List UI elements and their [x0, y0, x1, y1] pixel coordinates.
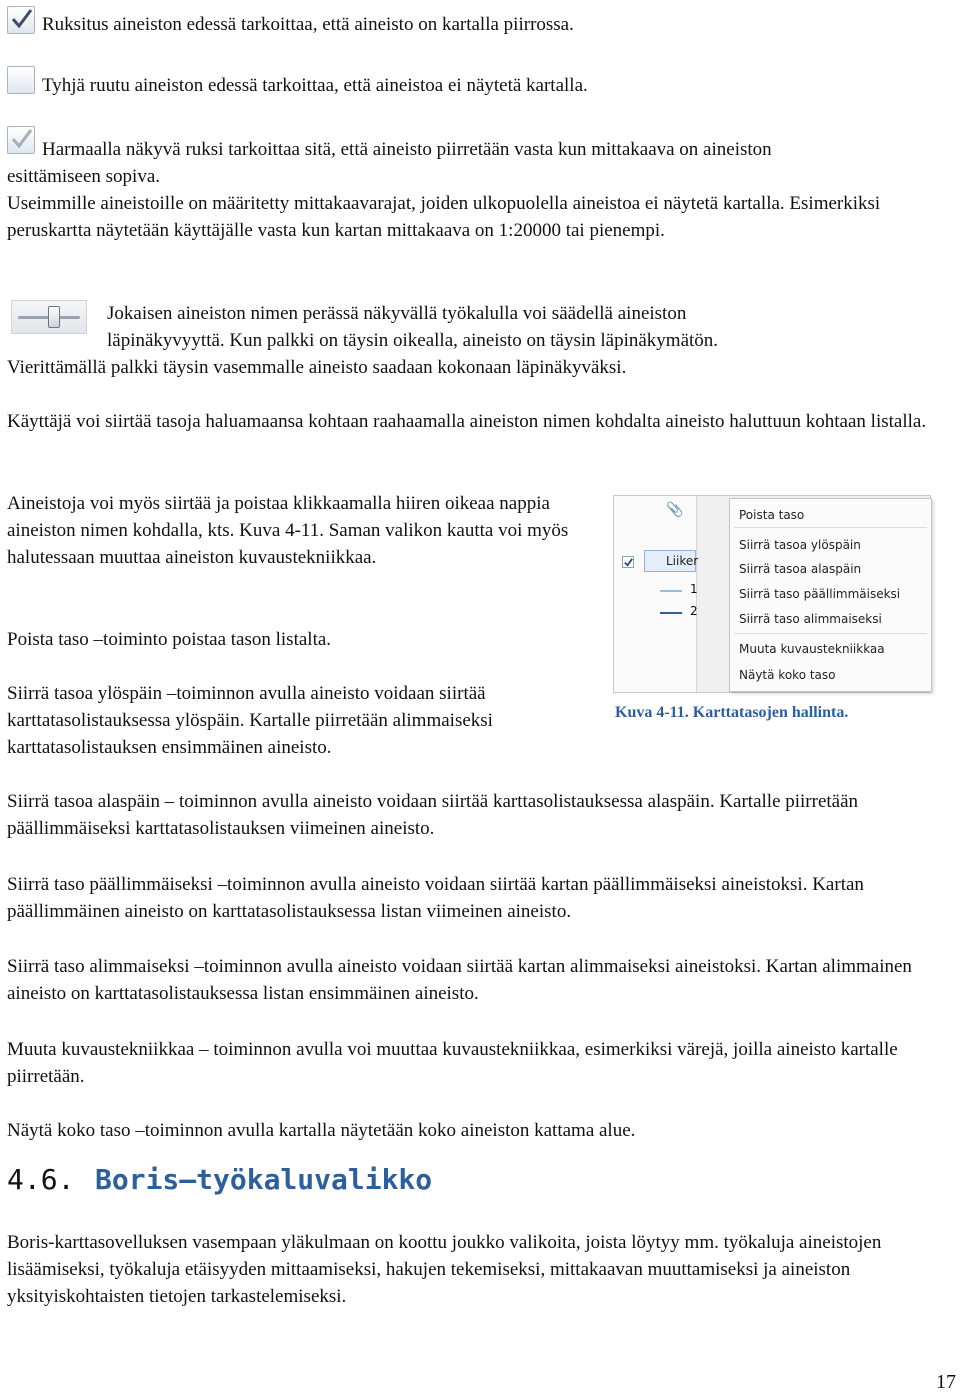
- attachment-icon: 📎: [666, 503, 684, 518]
- empty-description: Tyhjä ruutu aineiston edessä tarkoittaa, että aineistoa ei näytetä kartalla.: [42, 75, 588, 96]
- legend-label-1: 1: [690, 582, 698, 596]
- checked-checkbox-icon: [7, 6, 35, 34]
- opacity-slider-icon: [11, 300, 87, 334]
- section-heading: [7, 1163, 433, 1196]
- page-number: 17: [936, 1371, 956, 1393]
- menu-move-up[interactable]: Siirrä tasoa ylöspäin: [739, 538, 861, 552]
- legend-line-1: [660, 590, 682, 592]
- remove-paragraph: Poista taso –toiminto poistaa tason listalta.: [7, 629, 332, 650]
- menu-zoom-to-layer[interactable]: Näytä koko taso: [739, 668, 836, 682]
- layer-name: Liiker: [666, 554, 699, 568]
- section-title: Boris–työkaluvalikko: [95, 1163, 433, 1196]
- layer-checkbox: [622, 556, 634, 568]
- layer-list-panel: [614, 496, 697, 692]
- menu-separator: [734, 633, 927, 634]
- menu-move-top[interactable]: Siirrä taso päällimmäiseksi: [739, 587, 901, 601]
- menu-separator: [734, 527, 927, 528]
- context-menu-figure: [613, 495, 931, 693]
- grey-checkbox-icon: [7, 126, 35, 154]
- drag-paragraph: Käyttäjä voi siirtää tasoja haluamaansa kohtaan raahaamalla aineiston nimen kohdalta aineisto haluttuun kohtaan listalla.: [7, 411, 927, 432]
- boris-paragraph: Boris-karttasovelluksen vasempaan yläkulmaan on koottu joukko valikoita, joista löytyy mm. työkaluja aineistojen lisäämiseksi, työkaluja etäisyyden mittaamiseksi, hakujen tekemiseksi, mittakaavan muuttamiseksi ja aineiston yksityiskohtaisten tietojen tarkastelemiseksi.: [7, 1232, 882, 1307]
- empty-checkbox-icon: [7, 66, 35, 94]
- figure-caption: Kuva 4-11. Karttatasojen hallinta.: [615, 704, 849, 721]
- grey-description-cont: esittämiseen sopiva.: [7, 166, 161, 187]
- section-number: 4.6.: [7, 1163, 75, 1196]
- move-up-paragraph: Siirrä tasoa ylöspäin –toiminnon avulla aineisto voidaan siirtää karttatasolistauksessa ylöspäin. Kartalle piirretään alimmaiseksi karttatasolistauksen ensimmäinen aineisto.: [7, 683, 493, 758]
- scale-paragraph: Useimmille aineistoille on määritetty mittakaavarajat, joiden ulkopuolella aineistoa ei näytetä kartalla. Esimerkiksi peruskartta näytetään käyttäjälle vasta kun kartan mittakaava on 1:20000 tai pienempi.: [7, 193, 881, 241]
- menu-move-down[interactable]: Siirrä tasoa alaspäin: [739, 562, 862, 576]
- change-style-paragraph: Muuta kuvaustekniikkaa – toiminnon avulla voi muuttaa kuvaustekniikkaa, esimerkiksi värejä, joilla aineisto kartalle piirretään.: [7, 1039, 898, 1087]
- layer-context-menu: [729, 498, 932, 692]
- legend-label-2: 2: [690, 604, 698, 618]
- menu-move-bottom[interactable]: Siirrä taso alimmaiseksi: [739, 612, 882, 626]
- move-top-paragraph: Siirrä taso päällimmäiseksi –toiminnon avulla aineisto voidaan siirtää kartan päällimmäiseksi aineistoksi. Kartan päällimmäinen aineisto on karttatasolistauksessa listan viimeinen aineisto.: [7, 874, 864, 922]
- legend-line-2: [660, 612, 682, 614]
- zoom-extent-paragraph: Näytä koko taso –toiminnon avulla kartalla näytetään koko aineiston kattama alue.: [7, 1120, 636, 1141]
- slider-thumb: [48, 306, 60, 328]
- slider-text-3: Vierittämällä palkki täysin vasemmalle aineisto saadaan kokonaan läpinäkyväksi.: [7, 357, 627, 378]
- slider-text-1: Jokaisen aineiston nimen perässä näkyvällä työkalulla voi säädellä aineiston: [107, 303, 687, 324]
- move-down-paragraph: Siirrä tasoa alaspäin – toiminnon avulla aineisto voidaan siirtää karttasolistauksessa alaspäin. Kartalle piirretään päällimmäiseksi karttatasolistauksen viimeinen aineisto.: [7, 791, 859, 839]
- rightclick-paragraph: Aineistoja voi myös siirtää ja poistaa klikkaamalla hiiren oikeaa nappia aineiston nimen kohdalla, kts. Kuva 4-11. Saman valikon kautta voi myös halutessaan muuttaa aineiston kuvaustekniikkaa.: [7, 493, 569, 568]
- grey-description: Harmaalla näkyvä ruksi tarkoittaa sitä, että aineisto piirretään vasta kun mittakaava on aineiston: [42, 139, 772, 160]
- move-bottom-paragraph: Siirrä taso alimmaiseksi –toiminnon avulla aineisto voidaan siirtää kartan alimmaiseksi aineistoksi. Kartan alimmainen aineisto on karttatasolistauksessa listan ensimmäinen aineisto.: [7, 956, 912, 1004]
- menu-change-style[interactable]: Muuta kuvaustekniikkaa: [739, 642, 885, 656]
- menu-remove-layer[interactable]: Poista taso: [739, 508, 805, 522]
- checked-description: Ruksitus aineiston edessä tarkoittaa, että aineisto on kartalla piirrossa.: [42, 14, 574, 35]
- slider-text-2: läpinäkyvyyttä. Kun palkki on täysin oikealla, aineisto on täysin läpinäkymätön.: [107, 330, 719, 351]
